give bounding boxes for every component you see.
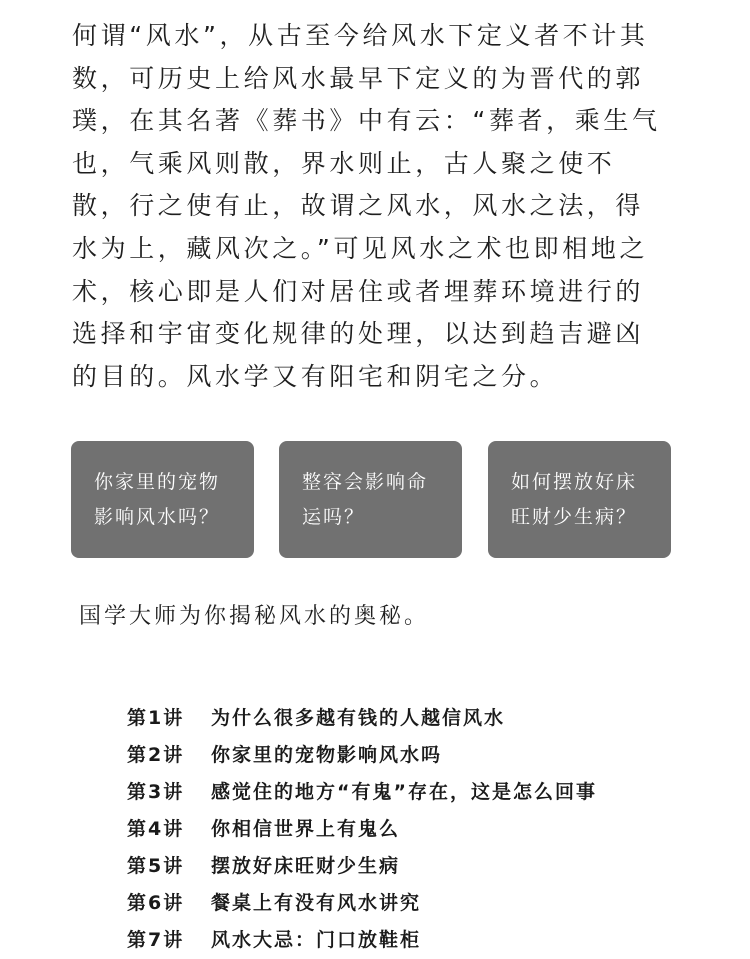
lecture-title: 你家里的宠物影响风水吗 — [211, 744, 443, 766]
tagline: 国学大师为你揭秘风水的奥秘。 — [79, 604, 430, 629]
topic-card-line: 旺财少生病？ — [511, 506, 638, 528]
topic-card-line: 如何摆放好床 — [511, 471, 638, 493]
topic-cards — [71, 441, 671, 558]
lecture-title: 感觉住的地方“有鬼”存在，这是怎么回事 — [211, 781, 597, 803]
lecture-list — [127, 700, 747, 959]
lecture-item[interactable] — [127, 922, 747, 959]
topic-card-line: 你家里的宠物 — [94, 471, 221, 493]
lecture-title: 你相信世界上有鬼么 — [211, 818, 401, 840]
lecture-number: 第3讲 — [127, 781, 185, 803]
lecture-number: 第4讲 — [127, 818, 185, 840]
lecture-number: 第1讲 — [127, 707, 185, 729]
lecture-title: 餐桌上有没有风水讲究 — [211, 892, 422, 914]
lecture-item[interactable] — [127, 848, 747, 885]
lecture-title: 风水大忌：门口放鞋柜 — [211, 929, 422, 951]
lecture-item[interactable] — [127, 700, 747, 737]
topic-card-line: 整容会影响命 — [302, 471, 429, 493]
topic-card-bed-placement[interactable] — [488, 441, 671, 558]
lecture-item[interactable] — [127, 811, 747, 848]
topic-card-line: 影响风水吗？ — [94, 506, 221, 528]
topic-card-pets[interactable] — [71, 441, 254, 558]
topic-card-cosmetic-surgery[interactable] — [279, 441, 462, 558]
lecture-number: 第5讲 — [127, 855, 185, 877]
lecture-title: 摆放好床旺财少生病 — [211, 855, 401, 877]
lecture-item[interactable] — [127, 774, 747, 811]
lecture-item[interactable] — [127, 885, 747, 922]
lecture-title: 为什么很多越有钱的人越信风水 — [211, 707, 506, 729]
topic-card-line: 运吗？ — [302, 506, 366, 528]
lecture-number: 第2讲 — [127, 744, 185, 766]
lecture-number: 第7讲 — [127, 929, 185, 951]
lecture-number: 第6讲 — [127, 892, 185, 914]
intro-paragraph: 何谓“风水”，从古至今给风水下定义者不计其数，可历史上给风水最早下定义的为晋代的郭璞，在其名著《葬书》中有云：“葬者，乘生气也，气乘风则散，界水则止，古人聚之使不散，行之使有止，故谓之风水，风水之法，得水为上，藏风次之。”可见风水之术也即相地之术，核心即是人们对居住或者埋葬环境进行的选择和宇宙变化规律的处理，以达到趋吉避凶的目的。风水学又有阳宅和阴宅之分。 — [72, 21, 661, 391]
lecture-item[interactable] — [127, 737, 747, 774]
